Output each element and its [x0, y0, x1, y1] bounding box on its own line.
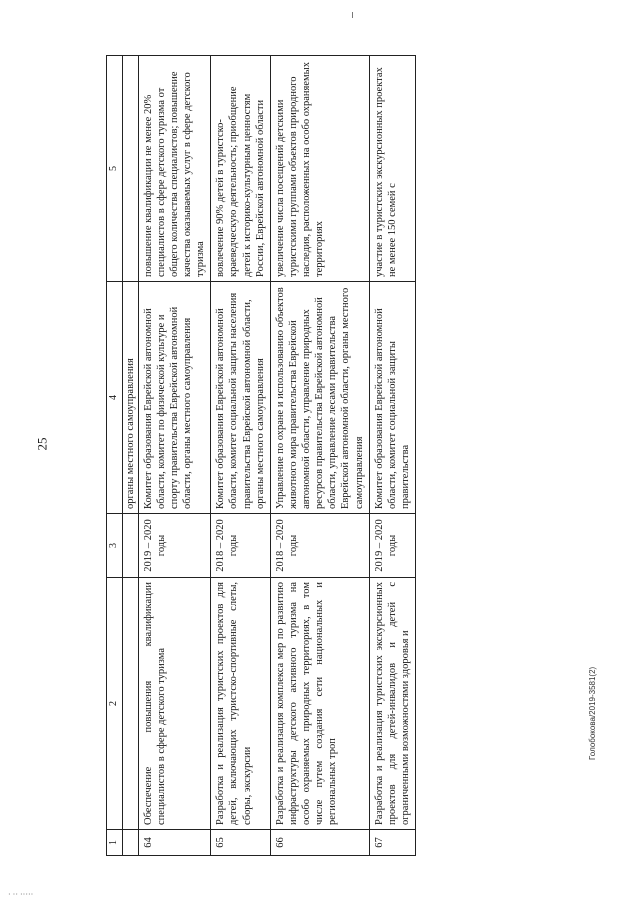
activities-table [106, 55, 416, 856]
rotated-table-container [106, 56, 556, 856]
footer-dots: · ·· ····· [8, 890, 34, 899]
document-stamp: Голобокова/2019-3581(2) [588, 666, 597, 760]
row-executors: Комитет образования Еврейской автономной области, комитет социальной защиты населения правительства Еврейской автономной области, органы местного самоуправления [211, 282, 271, 514]
row-activity: Разработка и реализация комплекса мер по развитию инфраструктуры детского активного туризма на особо охраняемых природных территориях, в том числе путем создания сети национальных и региональных троп [270, 578, 369, 830]
row-result: повышение квалификации не менее 20% специалистов в сфере детского туризма от общего количества специалистов; повышение качества оказываемых услуг в сфере детского туризма [138, 56, 211, 282]
row-number: 64 [138, 830, 211, 856]
header-col-5: 5 [107, 56, 123, 282]
continuation-row [122, 56, 138, 856]
table-row [270, 56, 369, 856]
page-number: 25 [34, 437, 50, 451]
header-row [107, 56, 123, 856]
row-executors: Комитет образования Еврейской автономной области, комитет социальной защиты правительства [369, 282, 415, 514]
row-activity: Обеспечение повышения квалификации специалистов в сфере детского туризма [138, 578, 211, 830]
row-number: 67 [369, 830, 415, 856]
row-result: увеличение числа посещений детскими туристскими группами объектов природного наследия, расположенных на особо охраняемых территориях [270, 56, 369, 282]
row-period: 2018 – 2020 годы [211, 514, 271, 578]
row-period: 2019 – 2020 годы [369, 514, 415, 578]
row-result: вовлечение 90% детей в туристско-краеведческую деятельность; приобщение детей к историко-культурным ценностям России, Еврейской автономной области [211, 56, 271, 282]
row-activity: Разработка и реализация туристских экскурсионных проектов для детей-инвалидов и детей с ограниченными возможностями здоровья и [369, 578, 415, 830]
header-col-2: 2 [107, 578, 123, 830]
header-col-1: 1 [107, 830, 123, 856]
header-col-3: 3 [107, 514, 123, 578]
row-executors: Управление по охране и использованию объектов животного мира правительства Еврейской автономной области, управление природных ресурсов правительства Еврейской автономной области, управление лесами правительства Еврейской автономной области, органы местного самоуправления [270, 282, 369, 514]
row-number: 65 [211, 830, 271, 856]
continuation-executors: органы местного самоуправления [122, 282, 138, 514]
continuation-result [122, 56, 138, 282]
row-period: 2019 – 2020 годы [138, 514, 211, 578]
header-col-4: 4 [107, 282, 123, 514]
row-executors: Комитет образования Еврейской автономной области, комитет по физической культуре и спорту правительства Еврейской автономной области, органы местного самоуправления [138, 282, 211, 514]
scan-mark [352, 12, 353, 18]
table-row [369, 56, 415, 856]
row-activity: Разработка и реализация туристских проектов для детей, включающих туристско-спортивные слеты, сборы, экскурсии [211, 578, 271, 830]
table-row [211, 56, 271, 856]
row-result: участие в туристских экскурсионных проектах не менее 150 семей с [369, 56, 415, 282]
table-row [138, 56, 211, 856]
row-number: 66 [270, 830, 369, 856]
row-period: 2018 – 2020 годы [270, 514, 369, 578]
